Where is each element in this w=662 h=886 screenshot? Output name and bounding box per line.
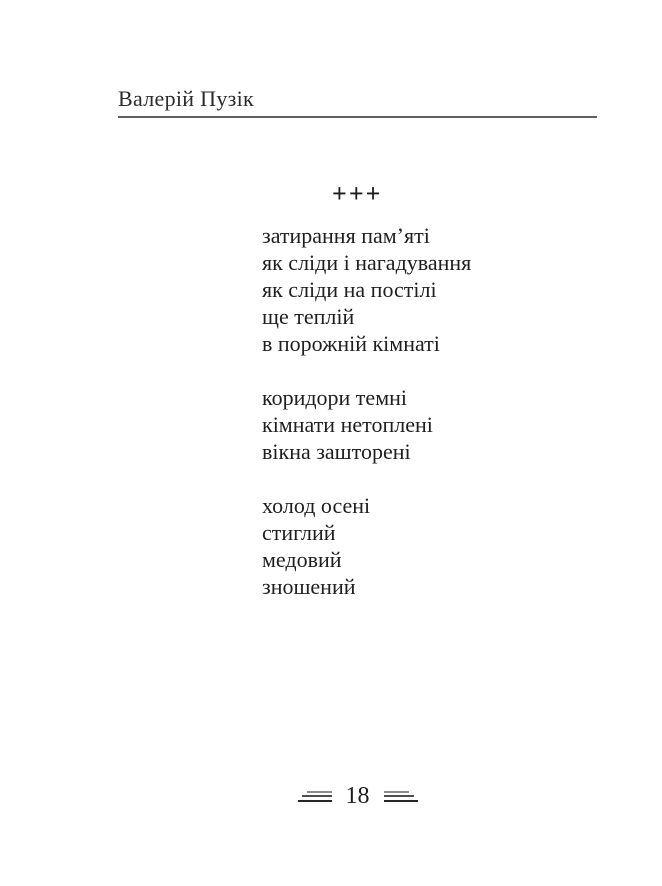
header-rule [118,116,597,118]
poem-line: зношений [262,574,356,599]
page-header [118,86,597,118]
poem-line: стиглий [262,520,336,545]
poem-line: коридори темні [262,385,407,410]
poem-line: затирання пам’яті [262,223,430,248]
poem-line: як сліди і нагадування [262,250,472,275]
triple-line-ornament-right-icon [384,791,418,802]
page-number: 18 [345,783,370,809]
stanza-3 [262,492,602,600]
poem-line: кімнати нетоплені [262,412,433,437]
page-footer [118,783,597,809]
poem-line: в порожній кімнаті [262,331,440,356]
poem-line: як сліди на постілі [262,277,437,302]
poem-line: холод осені [262,493,371,518]
poem-line: ще теплій [262,304,355,329]
stanza-2 [262,384,602,465]
poem [262,180,602,600]
stanza-1 [262,222,602,357]
poem-title: +++ [332,179,383,208]
author-name: Валерій Пузік [118,86,255,111]
triple-line-ornament-left-icon [298,791,332,802]
poem-line: вікна зашторені [262,439,411,464]
poem-line: медовий [262,547,342,572]
